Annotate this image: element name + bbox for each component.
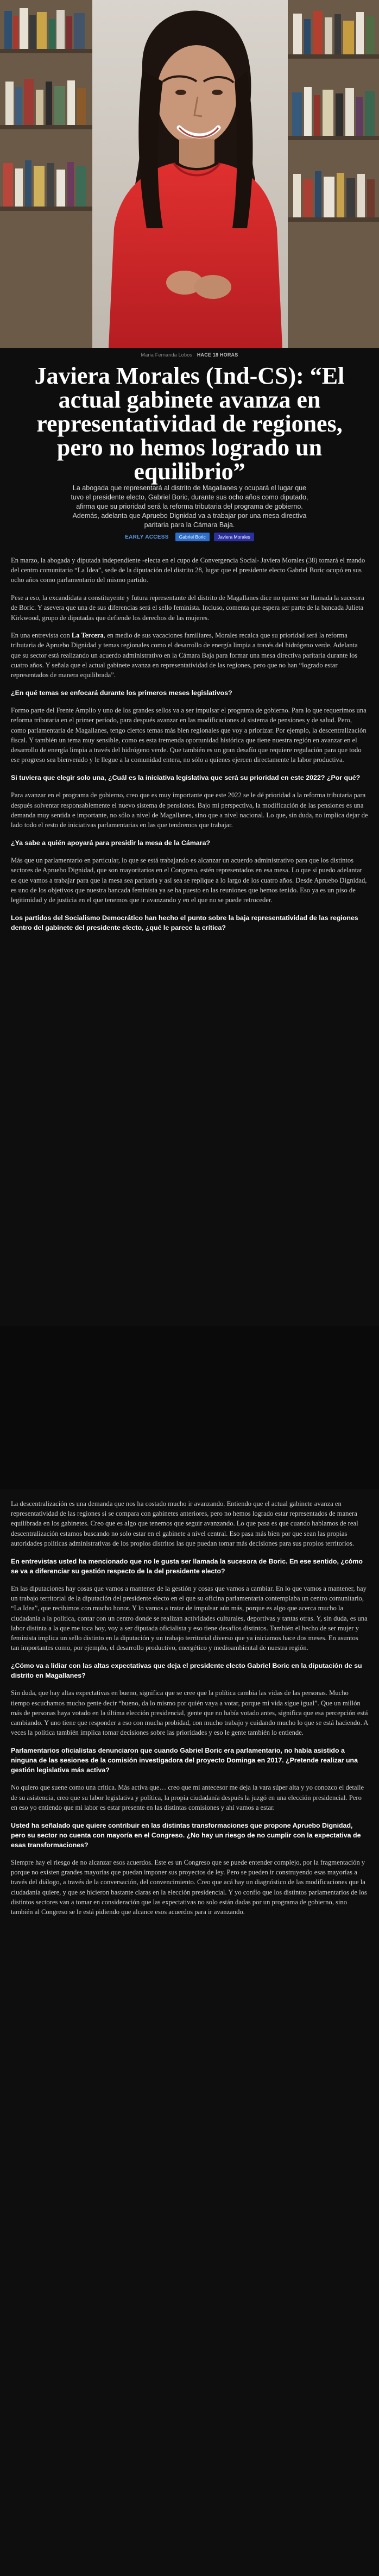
interview-question: ¿Cómo va a lidiar con las altas expectativas que deja el presidente electo Gabriel Boric en la diputación de su distrito en Magallanes? <box>11 1661 362 1679</box>
early-access-badge: EARLY ACCESS <box>125 534 169 540</box>
article-body-part-1 <box>11 555 368 940</box>
portrait-illustration <box>0 0 379 348</box>
ad-space <box>0 1326 379 1489</box>
paragraph: Sin duda, que hay altas expectativas en bueno, significa que se cree que la política cambia las vidas de las personas. Mucho tiempo escuchamos mucho gente decir “bueno, da lo mismo por quién vaya a votar, porque mi vida sigue igual”. Que un millón más de personas haya votado en la última elección presidencial, gente que no había votado antes, significa que esa percepción está cambiando. Y uno tiene que responder a eso con mucha probidad, con mucho trabajo y cuidando mucho lo que se está haciendo. A veces la política también implica tomar decisiones sobre las prioridades y eso le gente también lo entiende. <box>11 1689 368 1737</box>
interview-question: ¿En qué temas se enfocará durante los primeros meses legislativos? <box>11 689 232 697</box>
hero-photo <box>0 0 379 348</box>
interview-question: Parlamentarios oficialistas denunciaron que cuando Gabriel Boric era parlamentario, no había asistido a ninguna de las sesiones de la comisión investigadora del proyecto Dominga en 2017. ¿Pretende realizar una gestión legislativa más activa? <box>11 1746 358 1774</box>
paragraph: La descentralización es una demanda que nos ha costado mucho ir avanzando. Entiendo que el actual gabinete avanza en representatividad de las regiones si se compara con gabinetes anteriores, pero no hemos logrado estar representados de manera equilibrada en los gabinetes. Creo que es algo que tenemos que seguir avanzando. Lo que pasa es que cuando hablamos de real descentralización estamos buscando no solo estar en el gabinete a nivel central. Eso pasa más bien por que sean las propias autoridades políticas administrativas de los propios distritos las que puedan tomar más decisiones para sus propios territorios. <box>11 1500 358 1547</box>
interview-question: En entrevistas usted ha mencionado que no le gusta ser llamada la sucesora de Boric. En ese sentido, ¿cómo se va a diferenciar su gestión respecto de la del presidente electo? <box>11 1557 363 1575</box>
paragraph: Formo parte del Frente Amplio y uno de los grandes sellos va a ser impulsar el programa de gobierno. Para lo que requerimos una reforma tributaria en el primer período, para después avanzar en las modificaciones al sistema de pensiones y de salud. Pero, como parlamentaria de Magallanes, tengo ciertos temas más bien regionales que voy a priorizar. Por ejemplo, la descentralización fiscal. Y también un tema muy sensible, como es esta tremenda oportunidad histórica que tiene nuestra región en avanzar en el desarrollo de energía limpia a través del hidrógeno verde. Que también es un gran desafío que requiere regulación para que todo ese progreso sea bienvenido y le llegue a la comunidad entera, no sólo a quienes ejercen directamente la labor productiva. <box>11 706 367 764</box>
paragraph: En marzo, la abogada y diputada independiente -electa en el cupo de Convergencia Social- Javiera Morales (38) tomará el mando del centro comunitario “La Idea”, sede de la diputación del distrito 28, lugar que el presidente electo Gabriel Boric ocupó en sus ocho años como parlamentario del mismo partido. <box>11 557 365 584</box>
paragraph <box>11 630 368 680</box>
interview-question: Los partidos del Socialismo Democrático han hecho el punto sobre la baja representatividad de las regiones dentro del gabinete del presidente electo, ¿qué le parece la crítica? <box>11 914 358 931</box>
article-headline: Javiera Morales (Ind-CS): “El actual gabinete avanza en representatividad de regiones, pero no hemos logrado un equilibrio” <box>34 362 345 485</box>
photo-credit: Maria Fernanda Lobos <box>141 352 193 358</box>
tag-javiera-morales[interactable]: Javiera Morales <box>214 533 254 541</box>
newspaper-name: La Tercera <box>71 632 104 640</box>
paragraph: Para avanzar en el programa de gobierno, creo que es muy importante que este 2022 se le dé prioridad a la reforma tributaria para después solventar responsablemente el nuevo sistema de pensiones. Bajo mi perspectiva, la modificación de las pensiones es una demanda muy sentida e importante, no sólo a nivel de Magallanes, sino que a nivel nacional. Lo que, sin duda, no implica dejar de lado todo el resto de iniciativas parlamentarias en las que tendremos que trabajar. <box>11 791 368 829</box>
article-lead: La abogada que representará al distrito de Magallanes y ocupará el lugar que tuvo el presidente electo, Gabriel Boric, durante sus ocho años como diputado, afirma que su prioridad será la reforma tributaria del programa de gobierno. Además, adelanta que Apruebo Dignidad va a trabajar por una mesa directiva paritaria para la Cámara Baja. <box>71 484 308 529</box>
article-tags <box>0 533 379 541</box>
tag-gabriel-boric[interactable]: Gabriel Boric <box>175 533 210 541</box>
paragraph: Siempre hay el riesgo de no alcanzar esos acuerdos. Este es un Congreso que se puede entender complejo, por la fragmentación y porque no existen grandes mayorías que puedan imponer sus proyectos de ley. Pero se pueden ir construyendo esas mayorías a través del diálogo, a través de la conversación, del convencimiento. Creo que acá hay un diagnóstico de las modificaciones que la ciudadanía quiere, y que se hicieron bastante claras en la elección presidencial. Y yo confío que los distintos parlamentarios de los distintos sectores van a tomar en consideración que las expectativas no solo están dadas por un programa de gobierno, sino también al Congreso se le está pidiendo que alcance esos acuerdos para ir avanzando. <box>11 1859 367 1916</box>
interview-question: Si tuviera que elegir solo una, ¿Cuál es la iniciativa legislativa que será su prioridad en este 2022? ¿Por qué? <box>11 773 361 781</box>
publish-date: HACE 18 HORAS <box>197 352 238 358</box>
interview-question: Usted ha señalado que quiere contribuir en las distintas transformaciones que propone Apruebo Dignidad, pero su sector no cuenta con mayoría en el Congreso. ¿No hay un riesgo de no cumplir con la expectativa de esas transformaciones? <box>11 1821 361 1849</box>
article-body-part-2 <box>11 1499 368 1925</box>
interview-question: ¿Ya sabe a quién apoyará para presidir la mesa de la Cámara? <box>11 839 211 847</box>
paragraph-rest: , en medio de sus vacaciones familiares, Morales recalca que su prioridad será la reforma tributaria de Apruebo Dignidad y temas regionales como el desarrollo de energía limpia a través del hidrógeno verde. Adelanta que su sector está realizando un acuerdo administrativo en la Cámara Baja para formar una mesa directiva paritaria durante los cuatro años. Y señala que el actual gabinete avanza en representatividad de las regiones, pero que no han “logrado estar representados de manera equilibrada”. <box>11 632 358 679</box>
paragraph: En las diputaciones hay cosas que vamos a mantener de la gestión y cosas que vamos a cambiar. En lo que vamos a mantener, hay un trabajo territorial de la diputación del presidente electo en el que su oficina parlamentaria contemplaba un centro comunitario, “La Idea”, que recibimos con mucho honor. Y lo vamos a tratar de impulsar aún más, porque es algo que acerca mucho la ciudadanía a la política, contar con un centro donde se realizan actividades culturales, deportivas y tantas otras. Y, sin duda, es una labor distinta a la que me toca hoy, voy a ser diputada oficialista y eso tiene desafíos distintos. También el hecho de ser mujer y feminista implica un sello distinto en la diputación y un trabajo territorial diverso que ya iniciamos hace dos meses. En asuntos tan importantes como, por ejemplo, el desarrollo productivo, energético y medioambiental de nuestra región. <box>11 1585 368 1652</box>
paragraph: Pese a eso, la excandidata a constituyente y futura representante del distrito de Magallanes dice no querer ser llamada la sucesora de Boric. Y asevera que una de sus diferencias será el sello feminista. Incluso, comenta que espera ser parte de la bancada Julieta Kirkwood, grupo de diputadas que defiende los derechos de las mujeres. <box>11 594 364 622</box>
paragraph: Más que un parlamentario en particular, lo que se está trabajando es alcanzar un acuerdo administrativo para que los distintos sectores de Apruebo Dignidad, que son mayoritarios en el Congreso, estén representados en esa mesa. Lo que sí puedo adelantar es que vamos a trabajar para que la mesa sea paritaria y así sea se replique a lo largo de los cuatro años. Desde Apruebo Dignidad, es uno de los objetivos que nuestra bancada feminista ya se ha puesto en las reuniones que hemos tenido. Eso ya es un piso de legitimidad y de justicia en el que tenemos que ir avanzando y en el que no se puede retroceder. <box>11 856 367 904</box>
photo-caption <box>0 352 379 358</box>
paragraph-prefix: En una entrevista con <box>11 632 72 640</box>
paragraph: No quiero que suene como una crítica. Más activa que… creo que mi antecesor me deja la vara súper alta y yo conozco el detalle de su asistencia, creo que su labor legislativa y política, la propia ciudadanía después la juzgó en una elección presidencial. Pero en eso yo entiendo que mi labor es estar presente en las distintas comisiones y ahí vamos a estar. <box>11 1784 364 1811</box>
